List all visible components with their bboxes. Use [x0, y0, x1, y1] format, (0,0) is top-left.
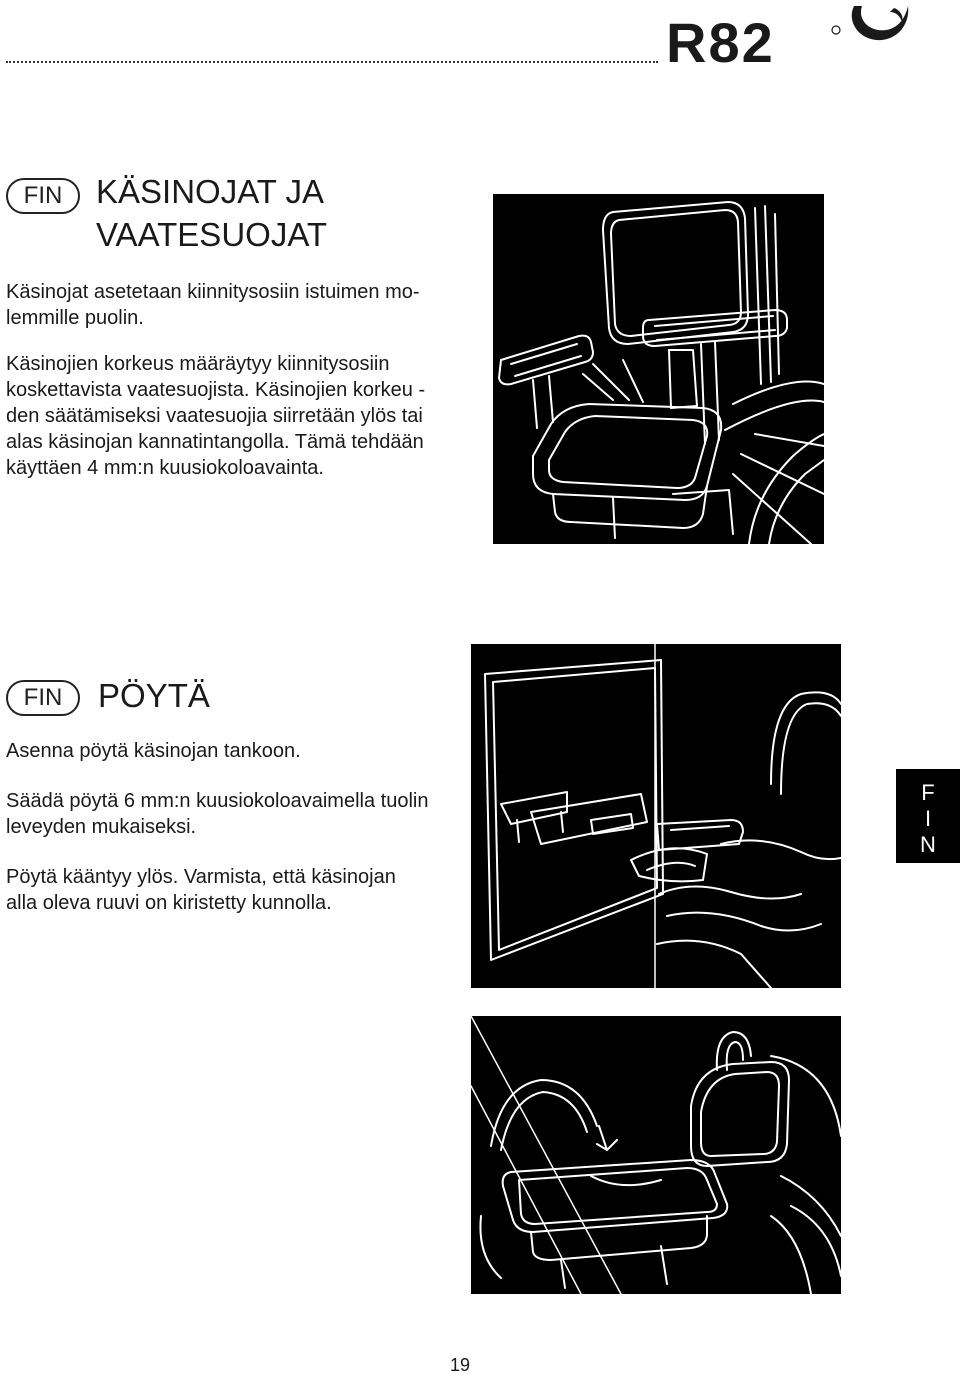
- table-mount-illustration: [471, 644, 841, 988]
- text-line: Säädä pöytä 6 mm:n kuusiokoloavaimella tuolin: [6, 790, 429, 812]
- text-line: lemmille puolin.: [6, 307, 144, 329]
- text-line: leveyden mukaiseksi.: [6, 816, 197, 838]
- text-line: den säätämiseksi vaatesuojia siirretään ylös tai: [6, 405, 423, 427]
- language-side-tab: [896, 769, 960, 863]
- title-line: VAATESUOJAT: [96, 216, 328, 253]
- text-line: Käsinojat asetetaan kiinnitysosiin istuimen mo-: [6, 281, 420, 303]
- language-badge-fin: FIN: [6, 178, 80, 214]
- section-title-table: PÖYTÄ: [98, 677, 210, 714]
- title-line: KÄSINOJAT JA: [96, 173, 325, 210]
- text-line: koskettavista vaatesuojista. Käsinojien korkeu -: [6, 379, 426, 401]
- text-line: Pöytä kääntyy ylös. Varmista, että käsinojan: [6, 866, 396, 888]
- language-badge-fin: FIN: [6, 680, 80, 716]
- paragraph-table-tilt: [6, 864, 476, 916]
- svg-text:R82: R82: [666, 11, 775, 70]
- tab-letter: F: [921, 780, 935, 805]
- text-line: Käsinojien korkeus määräytyy kiinnitysosiin: [6, 353, 390, 375]
- table-on-chair-illustration: [471, 1016, 841, 1294]
- text-line: alla oleva ruuvi on kiristetty kunnolla.: [6, 892, 332, 914]
- header-dotted-rule: [6, 61, 658, 63]
- text-line: Asenna pöytä käsinojan tankoon.: [6, 740, 301, 762]
- paragraph-table-mount: [6, 738, 476, 764]
- tab-letter: N: [920, 832, 936, 857]
- section-title-armrests: [96, 170, 327, 256]
- text-line: käyttäen 4 mm:n kuusiokoloavainta.: [6, 457, 324, 479]
- page-number: 19: [449, 1355, 471, 1375]
- tab-letter: I: [924, 806, 932, 831]
- paragraph-armrest-height: [6, 351, 476, 481]
- text-line: alas käsinojan kannatintangolla. Tämä tehdään: [6, 431, 424, 453]
- r82-logo: [664, 0, 924, 70]
- paragraph-armrest-placement: [6, 279, 476, 331]
- armrest-illustration: [493, 194, 824, 544]
- paragraph-table-adjust: [6, 788, 476, 840]
